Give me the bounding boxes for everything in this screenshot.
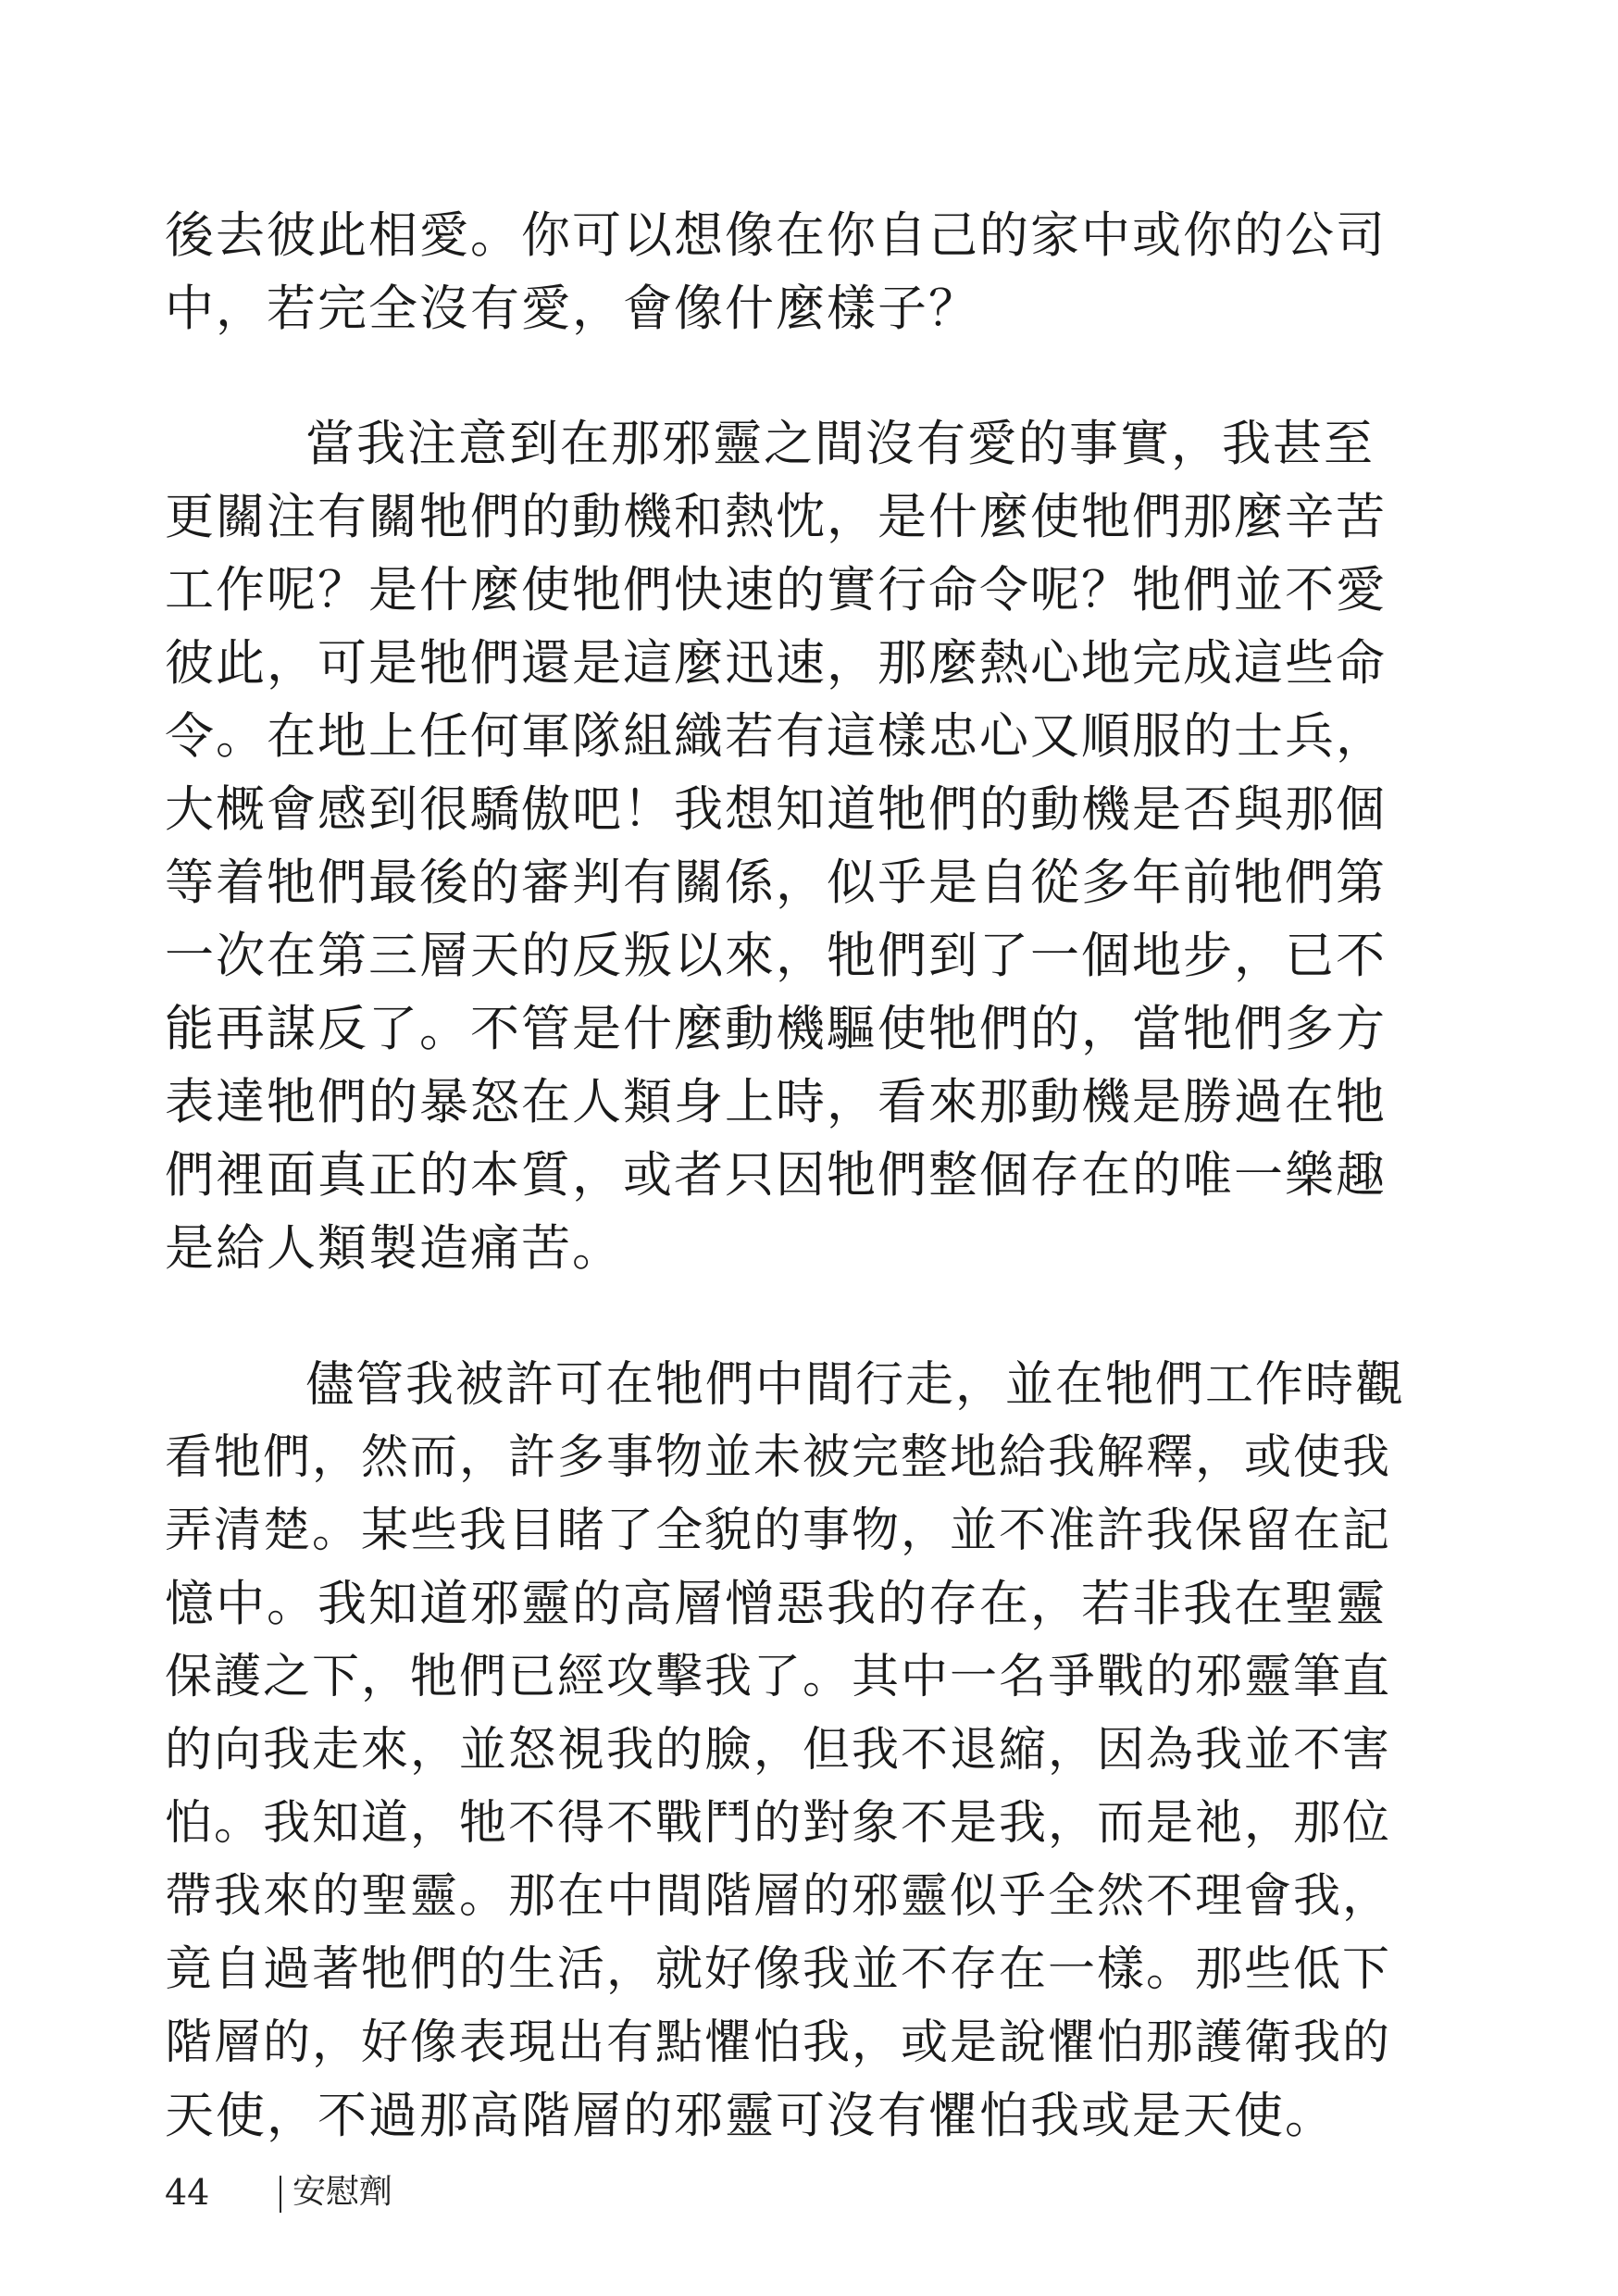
paragraph-3-line-10: 階層的，好像表現出有點懼怕我，或是說懼怕那護衛我的 [165, 2015, 1392, 2070]
paragraph-2-line-6: 大概會感到很驕傲吧！我想知道牠們的動機是否與那個 [165, 781, 1387, 838]
paragraph-3-line-3: 弄清楚。某些我目睹了全貌的事物，並不准許我保留在記 [165, 1504, 1392, 1558]
paragraph-3-line-7: 怕。我知道，牠不得不戰鬥的對象不是我，而是祂，那位 [165, 1796, 1392, 1851]
paragraph-3-line-6: 的向我走來，並怒視我的臉，但我不退縮，因為我並不害 [165, 1723, 1392, 1778]
paragraph-2-line-7: 等着牠們最後的審判有關係，似乎是自從多年前牠們第 [165, 855, 1387, 911]
paragraph-1-line-1: 後去彼此相愛。你可以想像在你自己的家中或你的公司 [165, 207, 1387, 264]
paragraph-3-line-2: 看牠們，然而，許多事物並未被完整地給我解釋，或使我 [165, 1430, 1392, 1485]
paragraph-2-line-1: 當我注意到在那邪靈之間沒有愛的事實，我甚至 [305, 416, 1375, 472]
paragraph-3-line-8: 帶我來的聖靈。那在中間階層的邪靈似乎全然不理會我， [165, 1869, 1392, 1924]
paragraph-2-line-9: 能再謀反了。不管是什麼動機驅使牠們的，當牠們多方 [165, 1001, 1387, 1057]
paragraph-3-line-5: 保護之下，牠們已經攻擊我了。其中一名爭戰的邪靈筆直 [165, 1650, 1392, 1704]
paragraph-2-line-8: 一次在第三層天的反叛以來，牠們到了一個地步，已不 [165, 928, 1387, 984]
paragraph-2-line-12: 是給人類製造痛苦。 [165, 1220, 623, 1277]
page-number: 44 [165, 2172, 210, 2213]
paragraph-3-line-11: 天使，不過那高階層的邪靈可沒有懼怕我或是天使。 [165, 2088, 1336, 2144]
footer-divider [280, 2176, 281, 2213]
book-title: 安慰劑 [292, 2173, 393, 2211]
paragraph-2-line-10: 表達牠們的暴怒在人類身上時，看來那動機是勝過在牠 [165, 1074, 1387, 1130]
paragraph-2-line-11: 們裡面真正的本質，或者只因牠們整個存在的唯一樂趣 [165, 1147, 1387, 1204]
paragraph-2-line-5: 令。在地上任何軍隊組織若有這樣忠心又順服的士兵， [165, 708, 1387, 765]
paragraph-1-line-2: 中，若完全沒有愛，會像什麼樣子？ [165, 281, 979, 337]
paragraph-2-line-2: 更關注有關牠們的動機和熱忱，是什麼使牠們那麼辛苦 [165, 489, 1387, 545]
paragraph-3-line-9: 竟自過著牠們的生活，就好像我並不存在一樣。那些低下 [165, 1942, 1392, 1997]
paragraph-3-line-1: 儘管我被許可在牠們中間行走，並在牠們工作時觀 [305, 1357, 1406, 1413]
paragraph-3-line-4: 憶中。我知道邪靈的高層憎惡我的存在，若非我在聖靈 [165, 1576, 1387, 1632]
paragraph-2-line-3: 工作呢？是什麼使牠們快速的實行命令呢？牠們並不愛 [165, 562, 1387, 618]
paragraph-2-line-4: 彼此，可是牠們還是這麼迅速，那麼熱心地完成這些命 [165, 635, 1387, 692]
